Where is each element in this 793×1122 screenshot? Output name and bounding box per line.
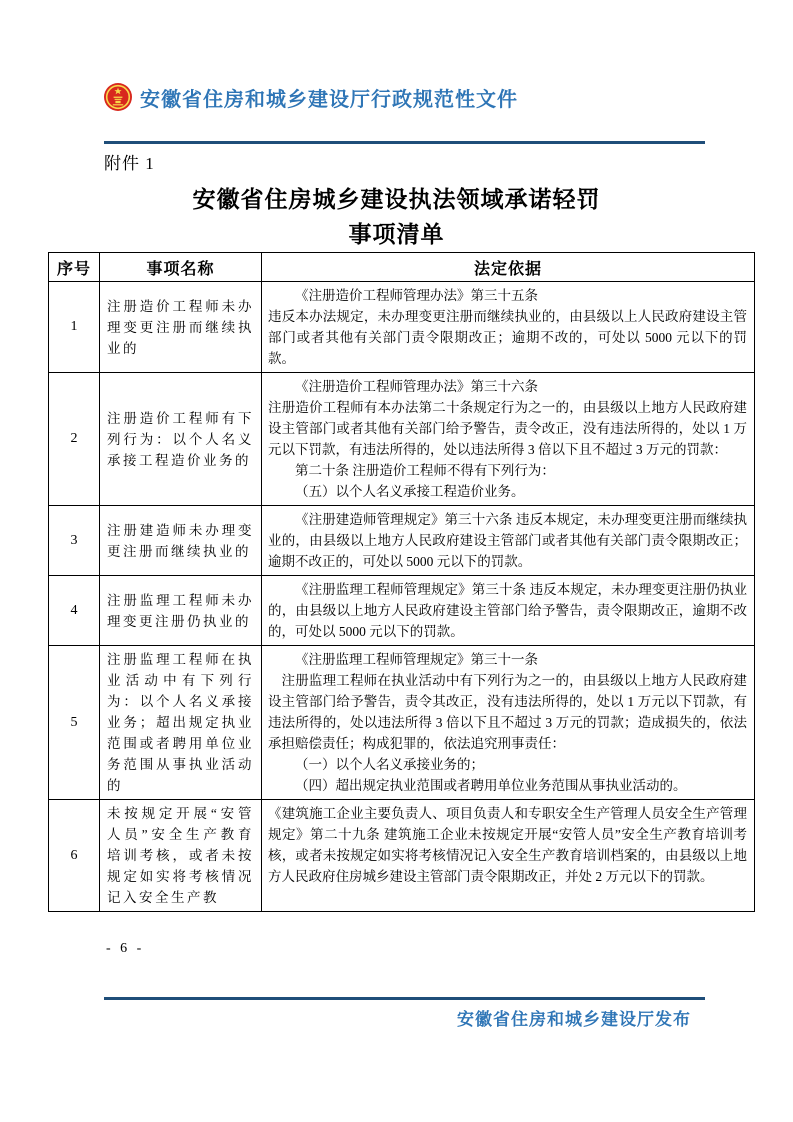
item-name: 注册建造师未办理变更注册而继续执业的 xyxy=(100,506,262,576)
item-name: 注册监理工程师在执业活动中有下列行为：以个人名义承接业务；超出规定执业范围或者聘用单位业务范围从事执业活动的 xyxy=(100,646,262,800)
legal-basis-paragraph: 《注册监理工程师管理规定》第三十条 违反本规定，未办理变更注册仍执业的，由县级以上地方人民政府建设主管部门给予警告，责令限期改正，逾期不改的，可处以 5000 元以下的罚款。 xyxy=(268,582,747,639)
legal-basis-paragraph: 《注册监理工程师管理规定》第三十一条 xyxy=(295,652,538,667)
document-title xyxy=(0,182,793,252)
table-row xyxy=(49,373,755,506)
row-number: 4 xyxy=(49,576,100,646)
legal-basis-paragraph: 注册造价工程师有本办法第二十条规定行为之一的，由县级以上地方人民政府建设主管部门或者其他有关部门给予警告，责令改正，没有违法所得的，处以 1 万元以下罚款，有违法所得的，处以违法所得 3 倍以下且不超过 3 万元的罚款： xyxy=(268,400,747,457)
table-header-row xyxy=(49,253,755,282)
legal-basis xyxy=(262,576,755,646)
document-title-line2: 事项清单 xyxy=(348,222,445,247)
legal-basis-paragraph: 《注册造价工程师管理办法》第三十五条 xyxy=(295,288,538,303)
table-row xyxy=(49,800,755,912)
table-row xyxy=(49,576,755,646)
table-body xyxy=(49,282,755,912)
legal-basis-paragraph: 第二十条 注册造价工程师不得有下列行为： xyxy=(295,463,555,478)
item-name: 未按规定开展“安管人员”安全生产教育培训考核，或者未按规定如实将考核情况记入安全生产教 xyxy=(100,800,262,912)
legal-basis-paragraph: （一）以个人名义承接业务的； xyxy=(295,757,484,772)
page-number: - 6 - xyxy=(106,941,145,956)
attachment-label: 附件 1 xyxy=(104,154,155,173)
row-number: 1 xyxy=(49,282,100,373)
header-divider xyxy=(104,141,705,144)
legal-basis-paragraph: 《建筑施工企业主要负责人、项目负责人和专职安全生产管理人员安全生产管理规定》第二十九条 建筑施工企业未按规定开展“安管人员”安全生产教育培训考核，或者未按规定如实将考核情况记入安全生产教育培训档案的，由县级以上地方人民政府住房城乡建设主管部门责令限期改正，并处 2 万元以下的罚款。 xyxy=(268,806,747,884)
legal-basis xyxy=(262,800,755,912)
column-header-name: 事项名称 xyxy=(100,253,262,282)
footer-divider xyxy=(104,997,705,1000)
document-title-line1: 安徽省住房城乡建设执法领域承诺轻罚 xyxy=(192,187,601,212)
row-number: 2 xyxy=(49,373,100,506)
table-row xyxy=(49,646,755,800)
legal-basis-paragraph: 《注册建造师管理规定》第三十六条 违反本规定，未办理变更注册而继续执业的，由县级以上地方人民政府建设主管部门或者其他有关部门责令限期改正；逾期不改正的，可处以 5000 元以下的罚款。 xyxy=(268,512,747,569)
legal-basis-paragraph: （五）以个人名义承接工程造价业务。 xyxy=(295,484,525,499)
column-header-no: 序号 xyxy=(49,253,100,282)
row-number: 5 xyxy=(49,646,100,800)
row-number: 6 xyxy=(49,800,100,912)
legal-basis xyxy=(262,282,755,373)
legal-basis-paragraph: 《注册造价工程师管理办法》第三十六条 xyxy=(295,379,538,394)
site-header xyxy=(103,82,518,112)
item-name: 注册造价工程师未办理变更注册而继续执业的 xyxy=(100,282,262,373)
legal-basis-paragraph: 注册监理工程师在执业活动中有下列行为之一的，由县级以上地方人民政府建设主管部门给予警告，责令其改正，没有违法所得的，处以 1 万元以下罚款，有违法所得的，处以违法所得 3 倍以下且不超过 3 万元的罚款；造成损失的，依法承担赔偿责任；构成犯罪的，依法追究刑事责任： xyxy=(268,673,747,751)
row-number: 3 xyxy=(49,506,100,576)
national-emblem-icon xyxy=(103,82,133,112)
items-table xyxy=(48,252,755,912)
site-title: 安徽省住房和城乡建设厅行政规范性文件 xyxy=(140,88,518,111)
table-row xyxy=(49,282,755,373)
publisher-label: 安徽省住房和城乡建设厅发布 xyxy=(457,1010,691,1029)
legal-basis xyxy=(262,506,755,576)
table-row xyxy=(49,506,755,576)
item-name: 注册造价工程师有下列行为：以个人名义承接工程造价业务的 xyxy=(100,373,262,506)
legal-basis xyxy=(262,646,755,800)
column-header-basis: 法定依据 xyxy=(262,253,755,282)
legal-basis xyxy=(262,373,755,506)
legal-basis-paragraph: 违反本办法规定，未办理变更注册而继续执业的，由县级以上人民政府建设主管部门或者其他有关部门责令限期改正；逾期不改的，可处以 5000 元以下的罚款。 xyxy=(268,309,747,366)
item-name: 注册监理工程师未办理变更注册仍执业的 xyxy=(100,576,262,646)
legal-basis-paragraph: （四）超出规定执业范围或者聘用单位业务范围从事执业活动的。 xyxy=(295,778,687,793)
